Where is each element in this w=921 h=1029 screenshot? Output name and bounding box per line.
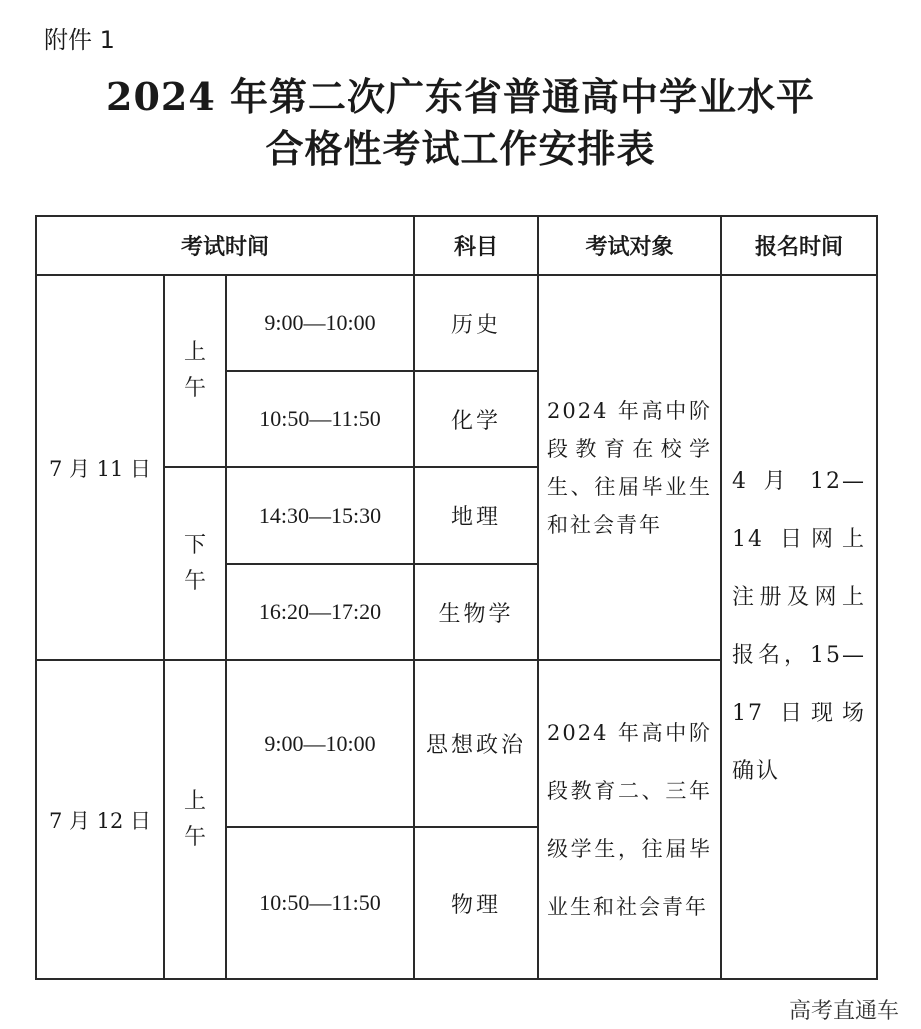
- registration-text: 4 月 12—14 日网上注册及网上报名，15—17 日现场确认: [732, 469, 867, 784]
- time-cell: 9:00—10:00: [226, 275, 414, 371]
- header-registration: 报名时间: [721, 216, 877, 275]
- subject-cell: 化学: [414, 371, 538, 467]
- table-row: [36, 275, 877, 371]
- time-cell: 10:50—11:50: [226, 371, 414, 467]
- period-cell: [164, 660, 226, 979]
- target-cell: [538, 275, 721, 660]
- header-exam-time: 考试时间: [36, 216, 414, 275]
- target-text: 2024 年高中阶段教育二、三年级学生，往届毕业生和社会青年: [547, 720, 713, 919]
- date-cell: 7 月 11 日: [36, 275, 164, 660]
- subject-cell: 思想政治: [414, 660, 538, 827]
- period-label: 上午: [183, 340, 206, 401]
- table-header-row: [36, 216, 877, 275]
- subject-cell: 生物学: [414, 564, 538, 660]
- target-cell: [538, 660, 721, 979]
- time-cell: 16:20—17:20: [226, 564, 414, 660]
- document-title-line-2: 合格性考试工作安排表: [265, 126, 656, 171]
- target-text: 2024 年高中阶段教育在校学生、往届毕业生和社会青年: [547, 398, 713, 537]
- period-label: 下午: [183, 532, 206, 594]
- time-cell: 9:00—10:00: [226, 660, 414, 827]
- date-cell: 7 月 12 日: [36, 660, 164, 979]
- subject-cell: 物理: [414, 827, 538, 979]
- period-label: 上午: [183, 788, 206, 850]
- subject-cell: 历史: [414, 275, 538, 371]
- subject-cell: 地理: [414, 467, 538, 564]
- time-cell: 10:50—11:50: [226, 827, 414, 979]
- period-cell: [164, 275, 226, 467]
- time-cell: 14:30—15:30: [226, 467, 414, 564]
- period-cell: [164, 467, 226, 660]
- header-target: 考试对象: [538, 216, 721, 275]
- registration-cell: [721, 275, 877, 979]
- attachment-label: 附件 1: [44, 26, 115, 54]
- document-title-line-1: 2024 年第二次广东省普通高中学业水平: [106, 74, 815, 119]
- exam-schedule-table: [35, 215, 878, 980]
- watermark-text: 高考直通车: [788, 999, 899, 1024]
- header-subject: 科目: [414, 216, 538, 275]
